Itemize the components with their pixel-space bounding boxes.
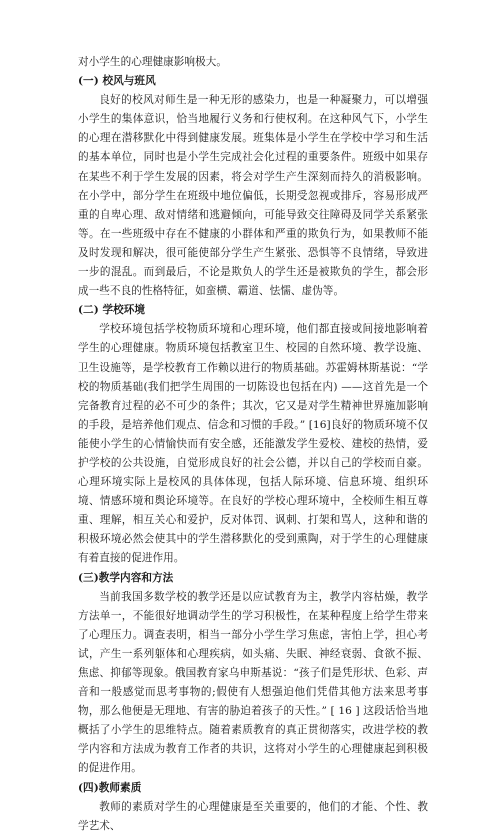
paragraph-continuation: 对小学生的心理健康影响极大。 xyxy=(78,56,228,68)
paragraph-school-environment: 学校环境包括学校物质环境和心理环境，他们都直接或间接地影响着学生的心理健康。物质环境包括教室卫生、校园的自然环境、教学设施、卫生设施等，是学校教育工作赖以进行的物质基础。苏霍姆林斯基说：“学校的物质基础(我们把学生周围的一切陈设也包括在内) ——这首先是一个完备教育过程的必不可少的条件；其次，它又是对学生精神世界施加影响的手段，是培养他们观点、信念和习惯的手段。” [16]良好的物质环境不仅能使小学生的心情愉快而有安全感，还能激发学生爱校、建校的热情，爱护学校的公共设施，自觉形成良好的社会公德，并以自己的学校而自豪。心理环境实际上是校风的具体体现，包括人际环境、信息环境、组织环境、情感环境和舆论环境等。在良好的学校心理环境中，全校师生相互尊重、理解，相互关心和爱护，反对体罚、讽刺、打架和骂人，这种和谐的积极环境必然会使其中的学生潜移默化的受到熏陶，对于学生的心理健康有着直接的促进作用。 xyxy=(78,323,428,565)
section-heading-school-class-spirit: (一) 校风与班风 xyxy=(78,75,156,88)
document-page xyxy=(78,53,428,836)
section-heading-school-environment: (二) 学校环境 xyxy=(78,304,146,317)
paragraph-school-spirit: 良好的校风对师生是一种无形的感染力，也是一种凝聚力，可以增强小学生的集体意识，恰当地履行义务和行使权利。在这种风气下，小学生的心理在潜移默化中得到健康发展。班集体是小学生在学校中学习和生活的基本单位，同时也是小学生完成社会化过程的重要条件。班级中如果存在某些不利于学生发展的因素，将会对学生产生深刻而持久的消极影响。在小学中，部分学生在班级中地位偏低，长期受忽视或排斥，容易形成严重的自卑心理、敌对情绪和逃避倾向，可能导致交往障碍及同学关系紧张等。在一些班级中存在不健康的小群体和严重的欺负行为，如果教师不能及时发现和解决，很可能使部分学生产生紧张、恐惧等不良情绪，导致进一步的混乱。而到最后，不论是欺负人的学生还是被欺负的学生，都会形成一些不良的性格特征，如蛮横、霸道、怯懦、虚伪等。 xyxy=(78,94,428,298)
paragraph-teacher-quality: 教师的素质对学生的心理健康是至关重要的，他们的才能、个性、教学艺术、 xyxy=(78,800,428,832)
section-heading-teaching-content: (三)教学内容和方法 xyxy=(78,571,174,584)
paragraph-teaching-content: 当前我国多数学校的教学还是以应试教育为主，教学内容枯燥，教学方法单一，不能很好地调动学生的学习积极性，在某种程度上给学生带来了心理压力。调查表明，相当一部分小学生学习焦虑，害怕上学，担心考试，产生一系列躯体和心理疾病，如头痛、失眠、神经衰弱、食欲不振、焦虑、抑郁等现象。俄国教育家乌申斯基说：“孩子们是凭形状、色彩、声音和一般感觉而思考事物的;假使有人想强迫他们凭借其他方法来思考事物，那么他便是无理地、有害的胁迫着孩子的天性。” [ 16 ] 这段话恰当地概括了小学生的思维特点。随着素质教育的真正贯彻落实，改进学校的教学内容和方法成为教育工作者的共识，这将对小学生的心理健康起到积极的促进作用。 xyxy=(78,590,428,775)
section-heading-teacher-quality: (四)教师素质 xyxy=(78,781,142,794)
